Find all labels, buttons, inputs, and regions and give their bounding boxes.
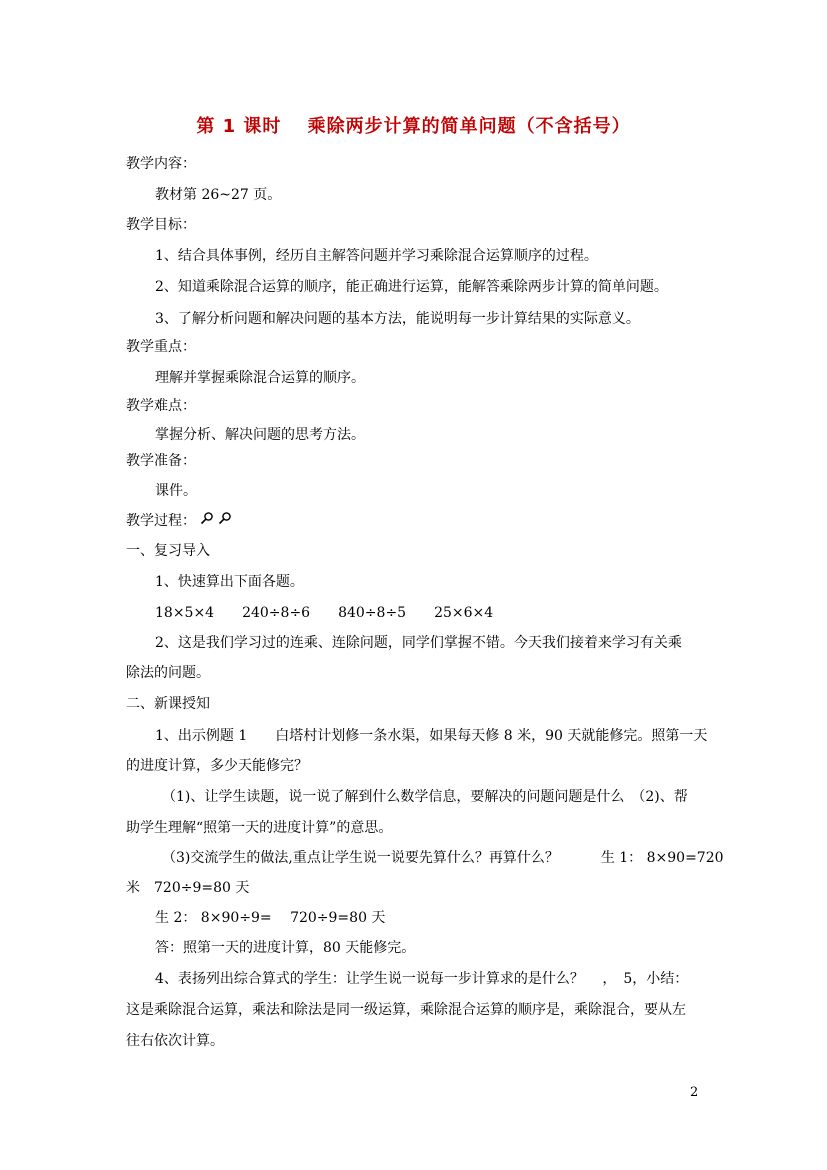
objective-1: 1、结合具体事例，经历自主解答问题并学习乘除混合运算顺序的过程。 (155, 248, 598, 264)
process-label: 教学过程： (126, 513, 196, 529)
objective-3: 3、了解分析问题和解决问题的基本方法，能说明每一步计算结果的实际意义。 (155, 311, 640, 327)
objective-2: 2、知道乘除混合运算的顺序，能正确进行运算，能解答乘除两步计算的简单问题。 (155, 279, 668, 295)
part-heading-review: 一、复习导入 (126, 543, 210, 559)
part-heading-new-lesson: 二、新课授知 (126, 696, 210, 712)
difficulties-text: 掌握分析、解决问题的思考方法。 (155, 427, 365, 443)
step-3-cont: 米 720÷9=80 天 (126, 880, 250, 896)
magnifier-icon (218, 511, 232, 531)
example-1-cont: 的进度计算，多少天能修完？ (126, 758, 308, 774)
section-heading-key-points: 教学重点： (126, 339, 196, 355)
step-3: （3)交流学生的做法,重点让学生说一说要先算什么？再算什么？ 生 1： 8×90=720 (162, 850, 724, 866)
page-title: 第 1 课时 乘除两步计算的简单问题（不含括号） (196, 116, 631, 137)
section-heading-preparation: 教学准备： (126, 453, 196, 469)
step-4: 4、表扬列出综合算式的学生：让学生说一说每一步计算求的是什么？ ， 5，小结： (155, 971, 689, 987)
review-item-2-cont: 除法的问题。 (126, 665, 210, 681)
content-text: 教材第 26~27 页。 (155, 187, 282, 203)
step-1-cont: 助学生理解“照第一天的进度计算”的意思。 (126, 820, 393, 836)
student-2-solution: 生 2： 8×90÷9= 720÷9=80 天 (155, 910, 386, 926)
answer-text: 答：照第一天的进度计算，80 天能修完。 (155, 940, 416, 956)
summary-text: 这是乘除混合运算，乘法和除法是同一级运算，乘除混合运算的顺序是，乘除混合，要从左 (126, 1002, 686, 1018)
page-number: 2 (690, 1085, 699, 1100)
section-heading-content: 教学内容： (126, 156, 196, 172)
example-1: 1、出示例题 1 白塔村计划修一条水渠，如果每天修 8 米，90 天就能修完。照第一天 (155, 728, 708, 744)
key-points-text: 理解并掌握乘除混合运算的顺序。 (155, 370, 365, 386)
step-1: （1)、让学生读题，说一说了解到什么数学信息，要解决的问题问题是什么 （2)、帮 (162, 789, 688, 805)
preparation-text: 课件。 (155, 483, 197, 499)
summary-text-cont: 往右依次计算。 (126, 1033, 224, 1049)
review-expressions: 18×5×4 240÷8÷6 840÷8÷5 25×6×4 (155, 605, 494, 621)
review-item-2: 2、这是我们学习过的连乘、连除问题，同学们掌握不错。今天我们接着来学习有关乘 (155, 635, 682, 651)
section-heading-difficulties: 教学难点： (126, 398, 196, 414)
section-heading-objectives: 教学目标： (126, 217, 196, 233)
review-item-1: 1、快速算出下面各题。 (155, 574, 304, 590)
magnifier-icon (200, 511, 214, 531)
section-heading-process (126, 511, 232, 531)
